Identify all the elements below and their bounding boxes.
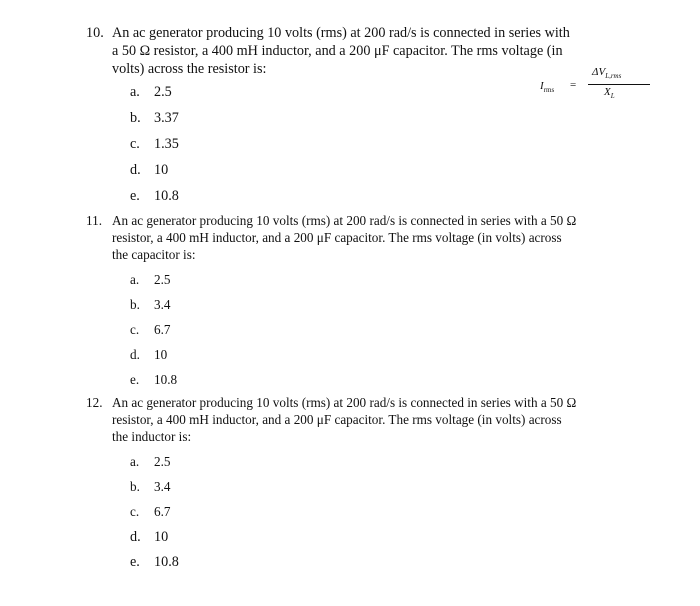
question-11-line-3: the capacitor is: [112, 247, 196, 262]
option-b[interactable]: b. 3.37 [130, 110, 179, 126]
option-b[interactable]: b. 3.4 [130, 479, 171, 494]
formula-irms [540, 66, 650, 106]
formula-numerator: ΔV [592, 66, 606, 78]
option-c[interactable]: c. 6.7 [130, 322, 171, 337]
option-a[interactable]: a. 2.5 [130, 84, 172, 100]
option-b[interactable]: b. 3.4 [130, 297, 171, 312]
option-e[interactable]: e. 10.8 [130, 554, 179, 570]
option-c[interactable]: c. 1.35 [130, 136, 179, 152]
fraction-bar [588, 84, 650, 85]
question-11-line-1: 11. An ac generator producing 10 volts (rms) at 200 rad/s is connected in series with a 50 Ω [86, 213, 577, 228]
formula-denominator: X [604, 86, 611, 98]
question-12-line-2: resistor, a 400 mH inductor, and a 200 μF capacitor. The rms voltage (in volts) across [112, 412, 562, 427]
question-12-line-1: 12. An ac generator producing 10 volts (rms) at 200 rad/s is connected in series with a 50 Ω [86, 395, 577, 410]
formula-numerator-sub: L,rms [605, 72, 622, 81]
question-10-line-3: volts) across the resistor is: [112, 61, 267, 77]
option-e[interactable]: e. 10.8 [130, 372, 178, 387]
option-a[interactable]: a. 2.5 [130, 272, 171, 287]
question-11-line-2: resistor, a 400 mH inductor, and a 200 μF capacitor. The rms voltage (in volts) across [112, 230, 562, 245]
option-d[interactable]: d. 10 [130, 162, 169, 178]
option-c[interactable]: c. 6.7 [130, 504, 171, 519]
formula-equals: = [570, 79, 577, 91]
question-number: 12. [86, 395, 103, 410]
formula-denominator-sub: L [610, 92, 615, 101]
question-10-line-2: a 50 Ω resistor, a 400 mH inductor, and a 200 μF capacitor. The rms voltage (in [112, 43, 563, 59]
option-e[interactable]: e. 10.8 [130, 188, 179, 204]
question-12-line-3: the inductor is: [112, 429, 192, 444]
option-d[interactable]: d. 10 [130, 347, 168, 362]
question-11 [86, 212, 646, 263]
question-number: 10. [86, 25, 104, 41]
question-12 [86, 394, 646, 445]
formula-lhs: I [540, 80, 544, 92]
option-d[interactable]: d. 10 [130, 529, 169, 545]
question-number: 11. [86, 213, 102, 228]
question-10-line-1: 10. An ac generator producing 10 volts (rms) at 200 rad/s is connected in series with [86, 25, 570, 41]
option-a[interactable]: a. 2.5 [130, 454, 171, 469]
formula-lhs-sub: rms [543, 86, 555, 95]
